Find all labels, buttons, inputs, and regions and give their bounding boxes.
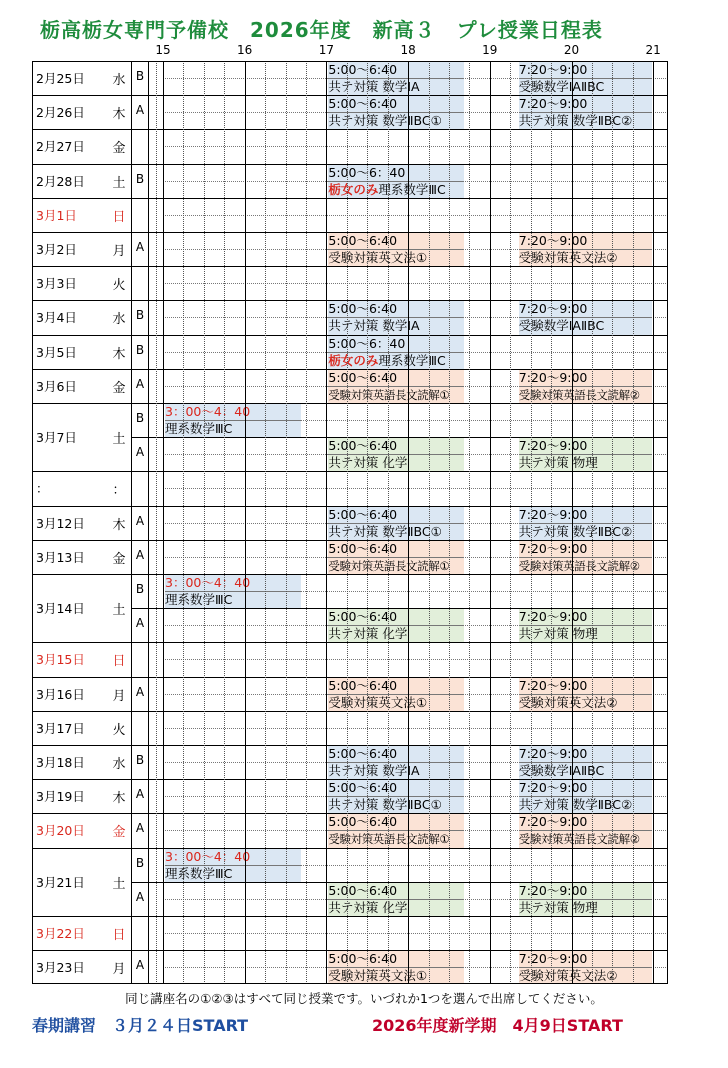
- class-block: [328, 301, 464, 334]
- row-date: 2月25日: [36, 71, 85, 87]
- hour-line: [163, 61, 164, 984]
- class-name: 共テ対策 化学: [328, 455, 408, 471]
- schedule-row: [32, 813, 668, 847]
- row-weekday: 月: [112, 244, 126, 260]
- row-date: 3月22日: [36, 926, 85, 942]
- class-name: 理系数学ⅢC: [165, 421, 233, 436]
- class-time: 3：00～4：40: [165, 404, 301, 421]
- hour-label: 21: [645, 43, 661, 57]
- quarter-hour-line: [183, 61, 184, 984]
- group-label: A: [135, 376, 145, 391]
- class-name: 受験対策英語長文読解①: [328, 558, 450, 573]
- hour-line: [326, 61, 327, 984]
- row-weekday: 金: [112, 551, 126, 567]
- class-name: 受験対策英文法①: [328, 694, 428, 710]
- quarter-hour-line: [449, 61, 450, 984]
- quarter-hour-line: [367, 61, 368, 984]
- class-block: [328, 746, 464, 779]
- class-name: 受験数学ⅠAⅡBC: [518, 79, 605, 94]
- class-time: 7:20～9:00: [519, 233, 652, 250]
- page-title: 栃高栃女専門予備校 2026年度 新高３ プレ授業日程表: [40, 18, 603, 42]
- class-name: 受験対策英文法①: [328, 968, 428, 984]
- class-time: 5:00～6:40: [328, 678, 464, 695]
- class-time: 7:20～9:00: [519, 507, 652, 524]
- quarter-hour-line: [156, 61, 157, 984]
- group-label: B: [135, 411, 145, 426]
- group-label: A: [135, 445, 145, 460]
- group-label: A: [135, 616, 145, 631]
- row-date: 3月23日: [36, 960, 85, 976]
- row-date: 3月15日: [36, 652, 85, 668]
- schedule-row: [32, 335, 668, 369]
- class-name: 受験対策英語長文読解②: [518, 387, 640, 402]
- hour-label: 18: [400, 43, 416, 57]
- class-name: 受験数学ⅠAⅡBC: [518, 763, 605, 778]
- row-weekday: 日: [112, 654, 126, 670]
- class-name: 共テ対策 物理: [518, 455, 598, 471]
- schedule-row: [32, 677, 668, 711]
- class-name: 共テ対策 数学ⅠA: [328, 79, 420, 94]
- class-name: 共テ対策 物理: [518, 899, 598, 915]
- class-block: [328, 507, 464, 540]
- group-label: A: [135, 958, 145, 973]
- class-time: 7:20～9:00: [519, 370, 652, 387]
- class-block: [328, 883, 464, 916]
- schedule-row: [32, 95, 668, 129]
- class-time: 7:20～9:00: [519, 301, 652, 318]
- hour-line: [408, 61, 409, 984]
- row-divider: [32, 574, 668, 575]
- class-name: 共テ対策 数学ⅠA: [328, 318, 420, 334]
- row-date: 3月20日: [36, 823, 85, 839]
- class-block: [328, 951, 464, 984]
- class-time: 5:00～6:40: [328, 370, 464, 387]
- quarter-hour-line: [531, 61, 532, 984]
- group-label: B: [135, 753, 145, 768]
- group-label: A: [135, 547, 145, 562]
- class-time: 7:20～9:00: [519, 678, 652, 695]
- class-name: 共テ対策 数学ⅡBC②: [518, 113, 633, 129]
- schedule-row: [32, 471, 668, 505]
- class-block: [328, 609, 464, 642]
- group-label: B: [135, 342, 145, 357]
- class-name: 受験対策英文法①: [328, 250, 428, 265]
- class-time: 7:20～9:00: [519, 96, 652, 113]
- class-time: 7:20～9:00: [519, 883, 652, 900]
- class-time: 5:00～6:40: [328, 233, 464, 250]
- row-weekday: 日: [112, 928, 126, 944]
- class-block: [328, 96, 464, 129]
- class-time: 5:00～6:40: [328, 780, 464, 797]
- quarter-hour-line: [388, 61, 389, 984]
- row-divider: [32, 198, 668, 199]
- class-name: 共テ対策 数学ⅡBC①: [328, 523, 442, 539]
- class-name: 共テ対策 数学ⅡBC①: [328, 113, 442, 129]
- quarter-hour-line: [612, 61, 613, 984]
- class-block: [328, 541, 464, 574]
- row-weekday: 土: [112, 876, 126, 892]
- row-weekday: 土: [112, 603, 126, 619]
- group-label: A: [135, 684, 145, 699]
- class-time: 7:20～9:00: [519, 746, 652, 763]
- schedule-row: [32, 403, 668, 471]
- hour-label: 19: [482, 43, 498, 57]
- quarter-hour-line: [469, 61, 470, 984]
- row-date: 3月18日: [36, 755, 85, 771]
- row-date: ：: [36, 481, 49, 497]
- row-weekday: 水: [112, 312, 126, 328]
- class-name: 共テ対策 数学ⅡBC②: [518, 797, 633, 813]
- class-time: 5:00～6:40: [328, 96, 464, 113]
- schedule-row: [32, 232, 668, 266]
- row-date: 3月13日: [36, 549, 85, 565]
- class-block: [328, 62, 464, 95]
- class-name: 受験数学ⅠAⅡBC: [518, 318, 605, 334]
- quarter-hour-line: [224, 61, 225, 984]
- row-divider: [32, 471, 668, 472]
- class-name: 共テ対策 物理: [518, 626, 598, 642]
- class-name: 受験対策英文法②: [518, 250, 618, 265]
- row-date: 3月14日: [36, 601, 85, 617]
- row-weekday: 木: [112, 107, 126, 123]
- quarter-hour-line: [592, 61, 593, 984]
- class-time: 7:20～9:00: [519, 62, 652, 79]
- hour-line: [653, 61, 654, 984]
- class-name: 受験対策英語長文読解①: [328, 832, 450, 847]
- class-block: [165, 575, 301, 608]
- class-name: 理系数学ⅢC: [165, 592, 233, 607]
- class-name: 栃女のみ理系数学ⅢC: [328, 352, 446, 368]
- row-weekday: 木: [112, 791, 126, 807]
- group-column-line: [148, 61, 149, 984]
- class-time: 5:00～6：40: [328, 336, 464, 353]
- class-time: 7:20～9:00: [519, 438, 652, 455]
- row-date: 3月1日: [36, 207, 77, 223]
- row-date: 2月27日: [36, 139, 85, 155]
- group-label: B: [135, 69, 145, 84]
- class-time: 5:00～6:40: [328, 541, 464, 558]
- hour-label: 16: [237, 43, 253, 57]
- row-date: 3月17日: [36, 720, 85, 736]
- row-weekday: 水: [112, 73, 126, 89]
- class-name: 受験対策英文法②: [518, 694, 618, 710]
- row-date: 3月7日: [36, 430, 77, 446]
- row-divider: [32, 916, 668, 917]
- class-time: 5:00～6:40: [328, 609, 464, 626]
- class-block: [328, 370, 464, 403]
- class-time: 7:20～9:00: [519, 609, 652, 626]
- group-label: A: [135, 240, 145, 255]
- row-divider: [32, 266, 668, 267]
- class-time: 5:00～6:40: [328, 438, 464, 455]
- row-weekday: 金: [112, 141, 126, 157]
- quarter-hour-line: [347, 61, 348, 984]
- quarter-hour-line: [204, 61, 205, 984]
- hour-label: 15: [155, 43, 171, 57]
- quarter-hour-line: [429, 61, 430, 984]
- class-time: 5:00～6:40: [328, 301, 464, 318]
- class-name: 受験対策英語長文読解②: [518, 558, 640, 573]
- hour-label: 17: [318, 43, 335, 57]
- weekday-column-line: [131, 61, 132, 984]
- row-weekday: 火: [112, 278, 126, 294]
- class-time: 7:20～9:00: [519, 951, 652, 968]
- group-label: A: [135, 787, 145, 802]
- hour-line: [572, 61, 573, 984]
- class-time: 7:20～9:00: [519, 814, 652, 831]
- schedule-row: [32, 164, 668, 198]
- row-weekday: ：: [112, 483, 126, 499]
- class-time: 5:00～6：40: [328, 165, 464, 182]
- row-date: 3月6日: [36, 378, 77, 394]
- row-date: 3月5日: [36, 344, 77, 360]
- group-label: A: [135, 103, 145, 118]
- spring-course-start: 春期講習 ３月２４日START: [32, 1016, 249, 1035]
- class-time: 3：00～4：40: [165, 575, 301, 592]
- schedule-row: [32, 779, 668, 813]
- schedule-row: [32, 642, 668, 676]
- class-block: [328, 165, 464, 198]
- schedule-row: [32, 950, 668, 984]
- class-name: 共テ対策 数学ⅠA: [328, 763, 420, 778]
- row-weekday: 土: [112, 432, 126, 448]
- girls-only-badge: 栃女のみ: [328, 352, 379, 368]
- class-time: 7:20～9:00: [519, 780, 652, 797]
- group-label: B: [135, 855, 145, 870]
- schedule-row: [32, 916, 668, 950]
- note-text: 同じ講座名の①②③はすべて同じ授業です。いづれか1つを選んで出席してください。: [125, 991, 603, 1006]
- schedule-row: [32, 745, 668, 779]
- class-block: [328, 780, 464, 813]
- class-name: 理系数学ⅢC: [165, 865, 233, 881]
- row-date: 3月3日: [36, 276, 77, 292]
- quarter-hour-line: [286, 61, 287, 984]
- row-divider: [32, 129, 668, 130]
- row-date: 3月4日: [36, 310, 77, 326]
- schedule-row: [32, 266, 668, 300]
- class-name: 共テ対策 数学ⅡBC②: [518, 523, 633, 539]
- class-time: 5:00～6:40: [328, 746, 464, 763]
- class-block: [328, 814, 464, 847]
- row-date: 2月26日: [36, 105, 85, 121]
- row-date: 3月19日: [36, 789, 85, 805]
- class-name: 受験対策英語長文読解②: [518, 832, 640, 847]
- schedule-row: [32, 506, 668, 540]
- schedule-row: [32, 61, 668, 95]
- class-block: [165, 849, 301, 882]
- row-weekday: 土: [112, 175, 126, 191]
- class-time: 5:00～6:40: [328, 507, 464, 524]
- group-label: B: [135, 308, 145, 323]
- hour-line: [245, 61, 246, 984]
- quarter-hour-line: [306, 61, 307, 984]
- row-divider: [32, 848, 668, 849]
- quarter-hour-line: [551, 61, 552, 984]
- row-weekday: 火: [112, 722, 126, 738]
- quarter-hour-line: [633, 61, 634, 984]
- schedule-row: [32, 848, 668, 916]
- schedule-row: [32, 711, 668, 745]
- class-name: 共テ対策 化学: [328, 626, 408, 642]
- new-term-start: 2026年度新学期 4月9日START: [372, 1016, 623, 1035]
- hour-line: [490, 61, 491, 984]
- quarter-hour-line: [510, 61, 511, 984]
- class-name: 共テ対策 化学: [328, 899, 408, 915]
- row-divider: [32, 711, 668, 712]
- row-weekday: 金: [112, 380, 126, 396]
- class-time: 5:00～6:40: [328, 883, 464, 900]
- class-block: [328, 678, 464, 711]
- schedule-row: [32, 129, 668, 163]
- row-weekday: 金: [112, 825, 126, 841]
- class-time: 5:00～6:40: [328, 62, 464, 79]
- group-label: A: [135, 821, 145, 836]
- row-date: 2月28日: [36, 173, 85, 189]
- group-label: B: [135, 171, 145, 186]
- group-label: A: [135, 513, 145, 528]
- class-time: 5:00～6:40: [328, 814, 464, 831]
- group-label: B: [135, 582, 145, 597]
- class-time: 3：00～4：40: [165, 849, 301, 866]
- row-weekday: 月: [112, 688, 126, 704]
- hour-label: 20: [563, 43, 580, 57]
- class-name: 共テ対策 数学ⅡBC①: [328, 797, 442, 813]
- quarter-hour-line: [265, 61, 266, 984]
- class-name: 栃女のみ理系数学ⅢC: [328, 181, 446, 197]
- schedule-row: [32, 540, 668, 574]
- class-block: [328, 336, 464, 369]
- row-weekday: 木: [112, 517, 126, 533]
- class-time: 5:00～6:40: [328, 951, 464, 968]
- girls-only-badge: 栃女のみ: [328, 181, 379, 197]
- class-block: [328, 438, 464, 471]
- row-date: 3月21日: [36, 874, 85, 890]
- schedule-row: [32, 369, 668, 403]
- row-date: 3月12日: [36, 515, 85, 531]
- row-weekday: 木: [112, 346, 126, 362]
- group-label: A: [135, 889, 145, 904]
- class-block: [328, 233, 464, 266]
- schedule-row: [32, 198, 668, 232]
- class-name: 受験対策英語長文読解①: [328, 387, 450, 402]
- class-name: 受験対策英文法②: [518, 968, 618, 984]
- row-date: 3月2日: [36, 242, 77, 258]
- row-divider: [32, 642, 668, 643]
- row-weekday: 月: [112, 962, 126, 978]
- row-weekday: 水: [112, 757, 126, 773]
- class-block: [165, 404, 301, 437]
- row-date: 3月16日: [36, 686, 85, 702]
- row-weekday: 日: [112, 209, 126, 225]
- class-time: 7:20～9:00: [519, 541, 652, 558]
- schedule-row: [32, 574, 668, 642]
- schedule-row: [32, 300, 668, 334]
- row-divider: [32, 403, 668, 404]
